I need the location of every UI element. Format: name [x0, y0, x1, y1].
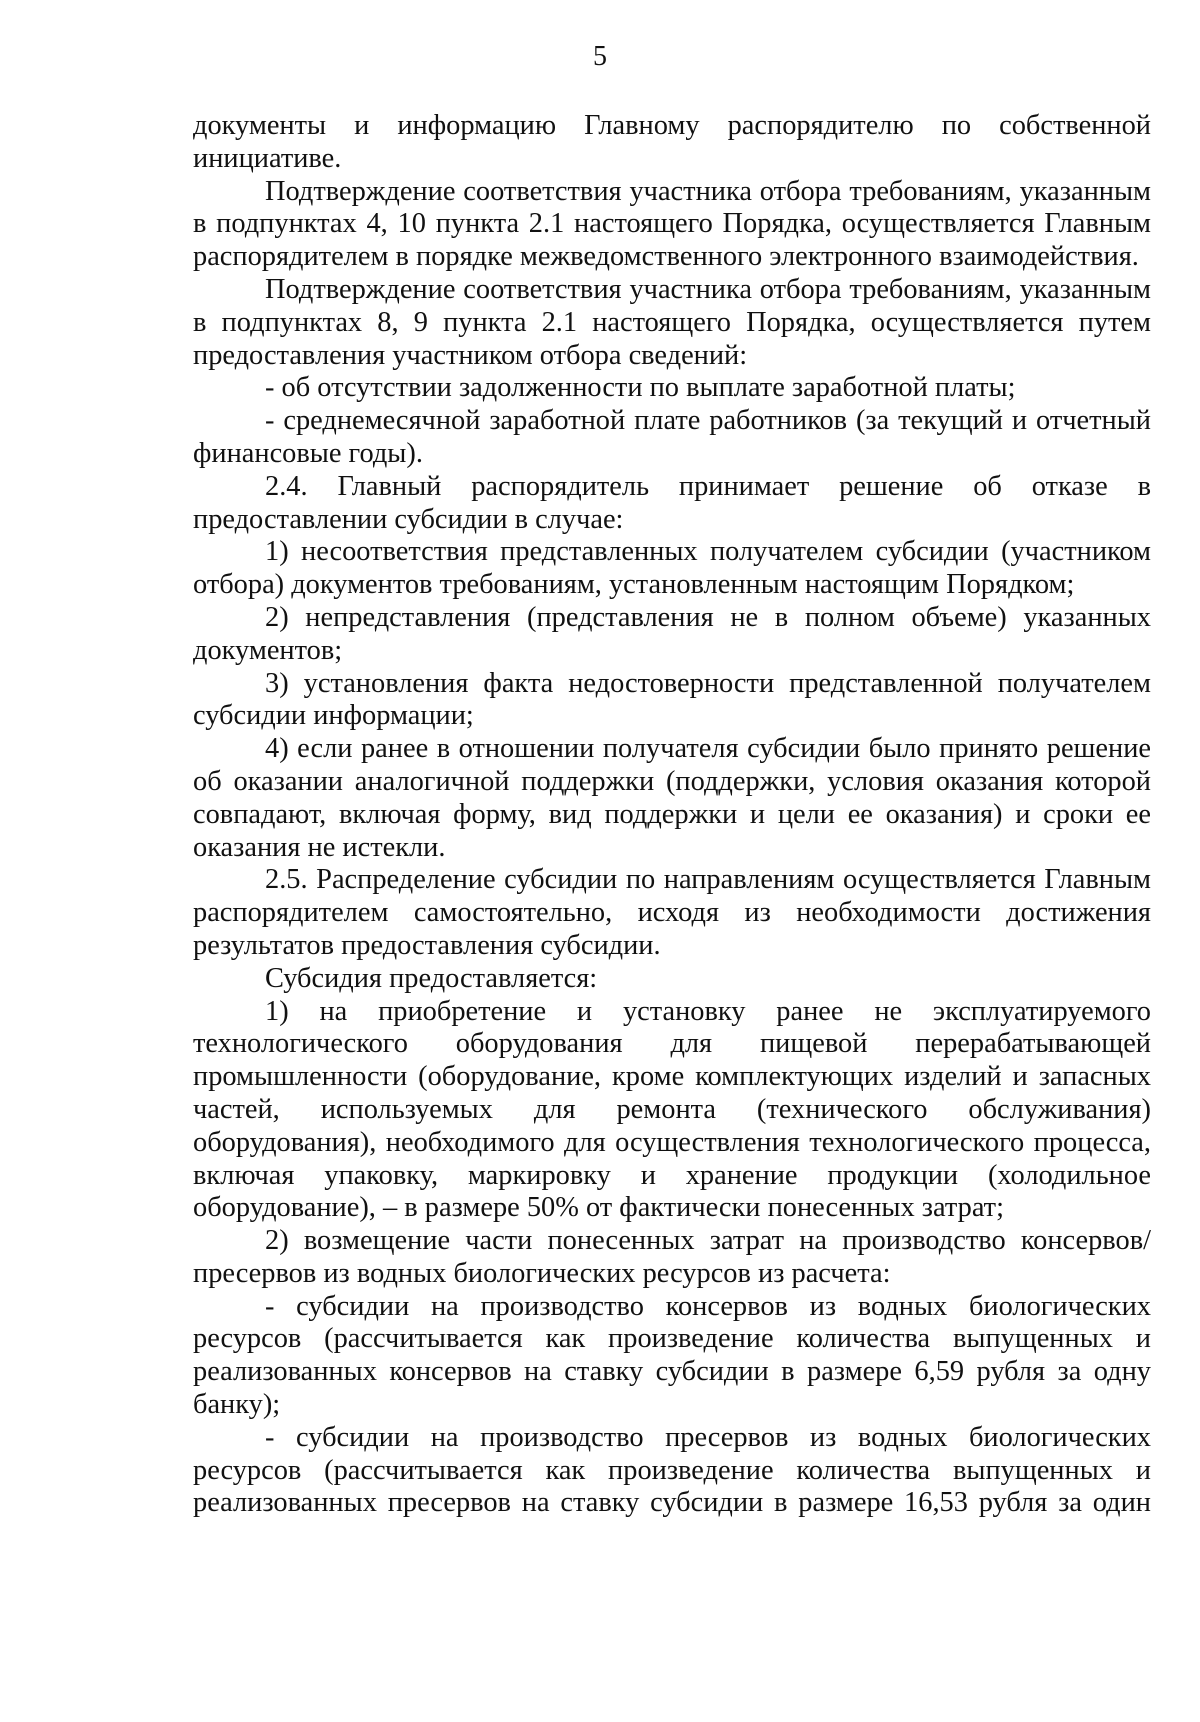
numbered-item: 1) несоответствия представленных получателем субсидии (участником отбора) документов требованиям, установленным настоящим Порядком; [193, 536, 1151, 601]
numbered-item: 1) на приобретение и установку ранее не эксплуатируемого технологического оборудования для пищевой перерабатывающей промышленности (оборудование, кроме комплектующих изделий и запасных частей, используемых для ремонта (технического обслуживания) оборудования), необходимого для осуществления технологического процесса, включая упаковку, маркировку и хранение продукции (холодильное оборудование), – в размере 50% от фактически понесенных затрат; [193, 995, 1151, 1224]
numbered-item: 2) возмещение части понесенных затрат на производство консервов/пресервов из водных биологических ресурсов из расчета: [193, 1225, 1151, 1289]
section-paragraph: 2.4. Главный распорядитель принимает решение об отказе в предоставлении субсидии в случае: [193, 470, 1151, 535]
list-item: - среднемесячной заработной плате работников (за текущий и отчетный финансовые годы). [193, 405, 1151, 469]
numbered-item: 3) установления факта недостоверности представленной получателем субсидии информации; [193, 667, 1151, 732]
paragraph: Подтверждение соответствия участника отбора требованиям, указанным в подпунктах 8, 9 пункта 2.1 настоящего Порядка, осуществляется путем предоставления участником отбора сведений: [193, 273, 1151, 371]
paragraph: Субсидия предоставляется: [265, 962, 598, 994]
document-body [193, 110, 1151, 1520]
list-item: - субсидии на производство консервов из водных биологических ресурсов (рассчитывается как произведение количества выпущенных и реализованных консервов на ставку субсидии в размере 6,59 рубля за одну банку); [193, 1290, 1151, 1421]
list-item: - об отсутствии задолженности по выплате заработной платы; [265, 372, 1016, 404]
section-paragraph: 2.5. Распределение субсидии по направлениям осуществляется Главным распорядителем самостоятельно, исходя из необходимости достижения результатов предоставления субсидии. [193, 864, 1151, 961]
numbered-item: 2) непредставления (представления не в полном объеме) указанных документов; [193, 601, 1151, 666]
paragraph: документы и информацию Главному распорядителю по собственной инициативе. [193, 110, 1151, 174]
page-number: 5 [593, 41, 607, 72]
paragraph: Подтверждение соответствия участника отбора требованиям, указанным в подпунктах 4, 10 пункта 2.1 настоящего Порядка, осуществляется Главным распорядителем в порядке межведомственного электронного взаимодействия. [193, 175, 1151, 273]
list-item: - субсидии на производство пресервов из водных биологических ресурсов (рассчитывается как произведение количества выпущенных и реализованных пресервов на ставку субсидии в размере 16,53 рубля за один [193, 1421, 1151, 1519]
numbered-item: 4) если ранее в отношении получателя субсидии было принято решение об оказании аналогичной поддержки (поддержки, условия оказания которой совпадают, включая форму, вид поддержки и цели ее оказания) и сроки ее оказания не истекли. [193, 733, 1151, 863]
